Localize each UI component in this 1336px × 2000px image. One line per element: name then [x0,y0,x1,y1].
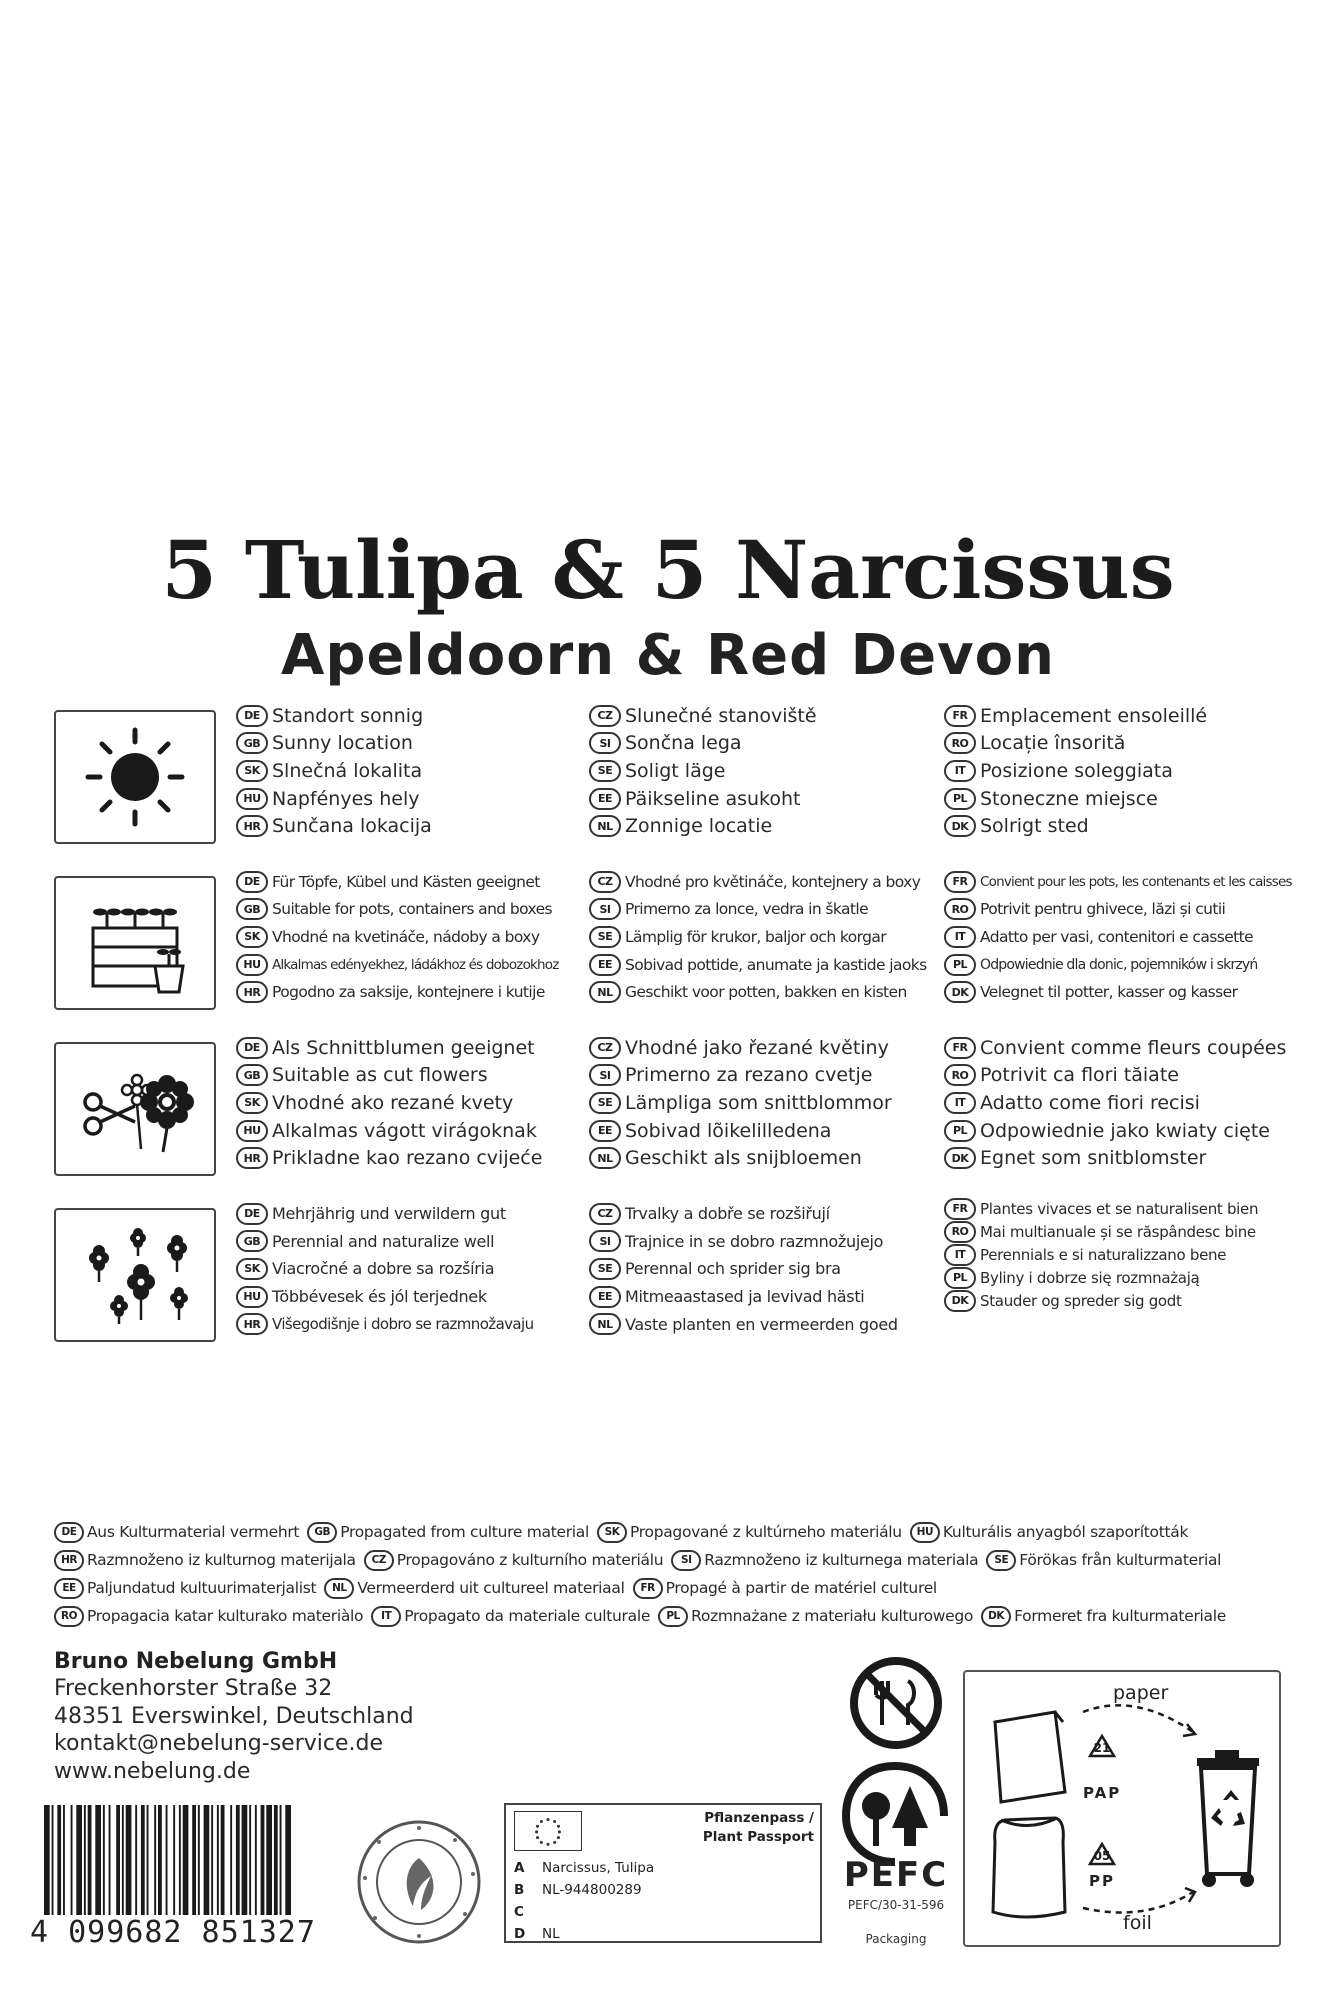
planter-pots-icon [54,876,216,1010]
list-item [944,1089,1304,1117]
list-item [944,1144,1304,1172]
list-item [944,1243,1304,1266]
list-item [589,1228,949,1256]
info-text: Als Schnittblumen geeignet [272,1036,535,1059]
paper-label: paper [1113,1682,1169,1704]
info-text: Perennal och sprider sig bra [625,1259,841,1279]
list-item [944,1220,1304,1243]
lang-column-1 [236,868,586,1006]
info-text: Odpowiednie dla donic, pojemników i skrzyń [980,956,1258,973]
recycle-symbol-icon [1211,1790,1245,1826]
list-item [589,978,949,1006]
lang-column-2 [589,1034,949,1172]
country-code-badge: DE [236,705,268,727]
propagation-line [54,1546,1304,1574]
country-code-badge: FR [944,1037,976,1059]
info-text: Primerno za rezano cvetje [625,1064,873,1087]
propagation-text: Formeret fra kulturmateriale [1014,1607,1226,1625]
country-code-badge: HR [236,815,268,837]
pap-number: 21 [1093,1741,1111,1755]
country-code-badge: EE [54,1578,84,1599]
info-text: Für Töpfe, Kübel und Kästen geeignet [272,872,540,891]
list-item [589,1255,949,1283]
info-text: Suitable for pots, containers and boxes [272,900,553,919]
list-item [236,896,586,924]
info-row-cut-flowers [54,1034,1294,1174]
country-code-badge: SE [589,1092,621,1114]
plant-passport-rows [514,1857,654,1945]
list-item [236,812,586,840]
passport-row [514,1879,654,1901]
country-code-badge: SE [986,1550,1016,1571]
info-text: Stauder og spreder sig godt [980,1291,1182,1310]
country-code-badge: RO [944,1221,976,1243]
company-city: 48351 Everswinkel, Deutschland [54,1703,414,1729]
info-text: Standort sonnig [272,704,424,727]
list-item [944,896,1304,924]
list-item [589,812,949,840]
propagation-text: Propagováno z kulturního materiálu [396,1551,664,1569]
list-item [589,1283,949,1311]
propagation-text: Kulturális anyagból szaporították [942,1523,1189,1541]
country-code-badge: HU [236,1286,268,1308]
info-text: Emplacement ensoleillé [980,704,1208,727]
country-code-badge: DE [54,1522,84,1543]
pefc-code: PEFC/30-31-596 [847,1898,945,1912]
propagation-statements [54,1518,1304,1630]
sun-icon [54,710,216,844]
country-code-badge: DE [236,1037,268,1059]
passport-value: Narcissus, Tulipa [542,1860,655,1876]
list-item [589,702,949,730]
country-code-badge: HR [236,1313,268,1335]
info-text: Slunečné stanoviště [625,704,817,727]
info-text: Odpowiednie jako kwiaty cięte [980,1119,1270,1142]
info-text: Sončna lega [625,732,742,755]
list-item [589,1062,949,1090]
country-code-badge: SK [236,926,268,948]
plant-passport-title-line: Pflanzenpass / [704,1810,814,1826]
list-item [236,1310,586,1338]
country-code-badge: FR [944,871,976,893]
list-item [944,1117,1304,1145]
propagation-text: Paljundatud kultuurimaterjalist [87,1579,317,1597]
country-code-badge: CZ [364,1550,394,1571]
country-code-badge: SI [589,898,621,920]
country-code-badge: DK [944,1147,976,1169]
info-text: Convient pour les pots, les contenants et les caisses [980,873,1292,890]
company-website: www.nebelung.de [54,1758,251,1784]
list-item [944,757,1304,785]
lang-column-1 [236,1034,586,1172]
country-code-badge: IT [944,926,976,948]
list-item [589,1200,949,1228]
country-code-badge: CZ [589,871,621,893]
plant-passport [504,1803,822,1943]
list-item [236,978,586,1006]
lang-column-2 [589,868,949,1006]
info-text: Soligt läge [625,759,726,782]
info-text: Geschikt voor potten, bakken en kisten [625,983,907,1002]
company-email: kontakt@nebelung-service.de [54,1731,384,1756]
lang-column-3 [944,1197,1304,1312]
info-text: Napfényes hely [272,787,420,810]
info-text: Geschikt als snijbloemen [625,1147,862,1170]
country-code-badge: NL [589,815,621,837]
list-item [589,951,949,979]
list-item [944,868,1304,896]
country-code-badge: IT [944,1092,976,1114]
info-text: Pogodno za saksije, kontejnere i kutije [272,983,545,1002]
barcode-digits: 4 099682 851327 [30,1915,316,1950]
plant-passport-title [703,1809,814,1847]
country-code-badge: DE [236,1203,268,1225]
info-text: Locație însorită [980,732,1126,755]
propagation-line [54,1574,1304,1602]
country-code-badge: HR [236,981,268,1003]
country-code-badge: PL [658,1606,688,1627]
country-code-badge: SK [597,1522,627,1543]
list-item [236,757,586,785]
list-item [589,1310,949,1338]
list-item [944,1289,1304,1312]
info-text: Mitmeaastased ja levivad hästi [625,1287,865,1307]
company-street: Freckenhorster Straße 32 [54,1676,333,1701]
pp-code-label: PP [1089,1872,1115,1890]
list-item [589,730,949,758]
list-item [236,730,586,758]
info-text: Prikladne kao rezano cvijeće [272,1147,543,1170]
info-text: Convient comme fleurs coupées [980,1036,1287,1059]
country-code-badge: EE [589,1286,621,1308]
propagation-text: Propagované z kultúrneho materiálu [630,1523,902,1541]
list-item [236,1200,586,1228]
list-item [236,1062,586,1090]
country-code-badge: SE [589,926,621,948]
info-text: Vhodné ako rezané kvety [272,1091,514,1114]
info-text: Adatto come fiori recisi [980,1091,1200,1114]
info-text: Vhodné pro květináče, kontejnery a boxy [625,872,921,891]
list-item [236,1089,586,1117]
country-code-badge: RO [944,898,976,920]
country-code-badge: SK [236,1092,268,1114]
propagation-text: Propagato da materiale culturale [404,1607,651,1625]
country-code-badge: FR [944,705,976,727]
country-code-badge: PL [944,1267,976,1289]
list-item [236,1034,586,1062]
country-code-badge: HR [236,1147,268,1169]
info-text: Lämpliga som snittblommor [625,1091,892,1114]
propagation-text: Vermeerderd uit cultureel materiaal [357,1579,625,1597]
list-item [944,1034,1304,1062]
passport-key: B [514,1882,525,1898]
country-code-badge: GB [236,898,268,920]
country-code-badge: HU [236,1120,268,1142]
country-code-badge: CZ [589,1203,621,1225]
country-code-badge: GB [307,1522,337,1543]
country-code-badge: NL [589,1147,621,1169]
country-code-badge: EE [589,788,621,810]
lang-column-3 [944,868,1304,1006]
info-row-perennial [54,1200,1294,1340]
passport-key: C [514,1904,524,1920]
passport-key: D [514,1926,526,1942]
info-row-pots [54,868,1294,1008]
country-code-badge: EE [589,954,621,976]
list-item [944,978,1304,1006]
country-code-badge: IT [944,1244,976,1266]
propagation-line [54,1518,1304,1546]
info-text: Slnečná lokalita [272,759,423,782]
propagation-text: Aus Kulturmaterial vermehrt [87,1523,300,1541]
pefc-logo-icon [836,1758,954,1868]
list-item [236,1144,586,1172]
info-text: Sunčana lokacija [272,815,432,838]
country-code-badge: HU [236,954,268,976]
list-item [589,785,949,813]
info-text: Alkalmas edényekhez, ládákhoz és dobozokhoz [272,956,559,973]
list-item [944,785,1304,813]
passport-value: NL [542,1926,560,1942]
country-code-badge: SI [671,1550,701,1571]
propagation-text: Razmnoženo iz kulturnega materiala [704,1551,979,1569]
country-code-badge: NL [589,1313,621,1335]
not-for-consumption-icon [848,1655,944,1751]
list-item [236,951,586,979]
lang-column-1 [236,702,586,840]
list-item [589,868,949,896]
pp-number: 05 [1093,1849,1111,1863]
propagation-text: Propagacia katar kulturako materiàlo [87,1607,364,1625]
country-code-badge: GB [236,1064,268,1086]
info-text: Stoneczne miejsce [980,787,1158,810]
info-text: Perennials e si naturalizzano bene [980,1245,1227,1264]
propagation-text: Razmnoženo iz kulturnog materijala [87,1551,356,1569]
info-text: Byliny i dobrze się rozmnażają [980,1268,1200,1287]
info-text: Višegodišnje i dobro se razmnožavaju [272,1315,534,1334]
list-item [236,785,586,813]
propagation-line [54,1602,1304,1630]
country-code-badge: SK [236,1258,268,1280]
lang-column-3 [944,1034,1304,1172]
country-code-badge: IT [944,760,976,782]
country-code-badge: NL [324,1578,354,1599]
list-item [944,1266,1304,1289]
info-text: Plantes vivaces et se naturalisent bien [980,1199,1259,1218]
country-code-badge: SI [589,732,621,754]
info-text: Adatto per vasi, contenitori e cassette [980,927,1254,946]
info-text: Mehrjährig und verwildern gut [272,1204,506,1224]
info-text: Alkalmas vágott virágoknak [272,1119,537,1142]
lang-column-2 [589,702,949,840]
scissors-flowers-icon [54,1042,216,1176]
country-code-badge: SE [589,760,621,782]
list-item [589,1034,949,1062]
passport-key: A [514,1860,525,1876]
list-item [944,730,1304,758]
info-text: Lämplig för krukor, baljor och korgar [625,927,887,946]
country-code-badge: PL [944,788,976,810]
info-text: Zonnige locatie [625,815,773,838]
country-code-badge: SE [589,1258,621,1280]
lang-column-1 [236,1200,586,1338]
info-text: Velegnet til potter, kasser og kasser [980,983,1238,1002]
country-code-badge: RO [54,1606,84,1627]
country-code-badge: NL [589,981,621,1003]
info-text: Vhodné na kvetináče, nádoby a boxy [272,927,540,946]
product-subtitle: Apeldoorn & Red Devon [281,623,1055,688]
recycling-instructions [963,1670,1281,1947]
info-text: Potrivit ca flori tăiate [980,1064,1179,1087]
perennial-flowers-icon [54,1208,216,1342]
country-code-badge: DK [981,1606,1011,1627]
country-code-badge: HU [236,788,268,810]
country-code-badge: IT [371,1606,401,1627]
recycling-graphic [965,1672,1283,1949]
country-code-badge: DK [944,1290,976,1312]
info-text: Vaste planten en vermeerden goed [625,1314,898,1334]
country-code-badge: PL [944,954,976,976]
country-code-badge: DK [944,981,976,1003]
list-item [236,1228,586,1256]
list-item [944,1062,1304,1090]
company-address [54,1648,414,1785]
info-text: Suitable as cut flowers [272,1064,488,1087]
info-text: Primerno za lonce, vedra in škatle [625,900,869,919]
list-item [236,923,586,951]
country-code-badge: FR [633,1578,663,1599]
lang-column-3 [944,702,1304,840]
info-row-sun [54,702,1294,842]
list-item [589,1144,949,1172]
propagation-text: Förökas från kulturmaterial [1019,1551,1222,1569]
country-code-badge: SI [589,1064,621,1086]
country-code-badge: PL [944,1120,976,1142]
country-code-badge: GB [236,732,268,754]
eu-flag-icon [514,1811,582,1851]
info-text: Perennial and naturalize well [272,1231,495,1251]
foil-label: foil [1123,1912,1152,1934]
list-item [589,923,949,951]
country-code-badge: DE [236,871,268,893]
passport-row [514,1923,654,1945]
info-text: Trajnice in se dobro razmnožujejo [625,1231,884,1251]
list-item [589,1089,949,1117]
product-title: 5 Tulipa & 5 Narcissus [161,523,1175,617]
list-item [236,868,586,896]
lang-column-2 [589,1200,949,1338]
passport-value: NL-944800289 [542,1882,642,1898]
list-item [236,1117,586,1145]
country-code-badge: CZ [589,705,621,727]
list-item [589,896,949,924]
pap-code-label: PAP [1083,1784,1122,1802]
country-code-badge: GB [236,1230,268,1252]
list-item [589,757,949,785]
country-code-badge: EE [589,1120,621,1142]
info-text: Vhodné jako řezané květiny [625,1036,889,1059]
propagation-text: Rozmnażane z materiału kulturowego [691,1607,974,1625]
list-item [236,702,586,730]
list-item [944,702,1304,730]
info-text: Solrigt sted [980,815,1089,838]
list-item [944,812,1304,840]
info-text: Mai multianuale și se răspândesc bine [980,1222,1256,1241]
propagation-text: Propagé à partir de matériel culturel [665,1579,937,1597]
sustainable-supplier-seal [355,1818,483,1946]
passport-row [514,1857,654,1879]
info-text: Sobivad pottide, anumate ja kastide jaoks [625,955,927,974]
list-item [236,1255,586,1283]
country-code-badge: RO [944,1064,976,1086]
country-code-badge: HU [910,1522,940,1543]
plant-passport-title-line: Plant Passport [702,1829,814,1845]
passport-row [514,1901,654,1923]
pefc-packaging-label: Packaging [865,1932,927,1946]
list-item [944,1197,1304,1220]
info-text: Sobivad lõikelilledena [625,1119,832,1142]
pefc-wordmark: PEFC [843,1855,949,1895]
list-item [944,923,1304,951]
country-code-badge: FR [944,1198,976,1220]
country-code-badge: DK [944,815,976,837]
list-item [236,1283,586,1311]
company-name: Bruno Nebelung GmbH [54,1649,338,1674]
info-text: Többévesek és jól terjednek [272,1287,487,1307]
country-code-badge: HR [54,1550,84,1571]
title-block [0,520,1336,690]
info-text: Päikseline asukoht [625,787,801,810]
info-text: Posizione soleggiata [980,759,1173,782]
list-item [589,1117,949,1145]
info-text: Viacročné a dobre sa rozšíria [272,1259,495,1279]
info-text: Potrivit pentru ghivece, lăzi și cutii [980,900,1226,919]
info-text: Trvalky a dobře se rozšiřují [625,1204,830,1224]
info-text: Egnet som snitblomster [980,1147,1207,1170]
country-code-badge: RO [944,732,976,754]
list-item [944,951,1304,979]
country-code-badge: SI [589,1230,621,1252]
info-text: Sunny location [272,732,413,755]
country-code-badge: SK [236,760,268,782]
country-code-badge: CZ [589,1037,621,1059]
propagation-text: Propagated from culture material [340,1523,589,1541]
